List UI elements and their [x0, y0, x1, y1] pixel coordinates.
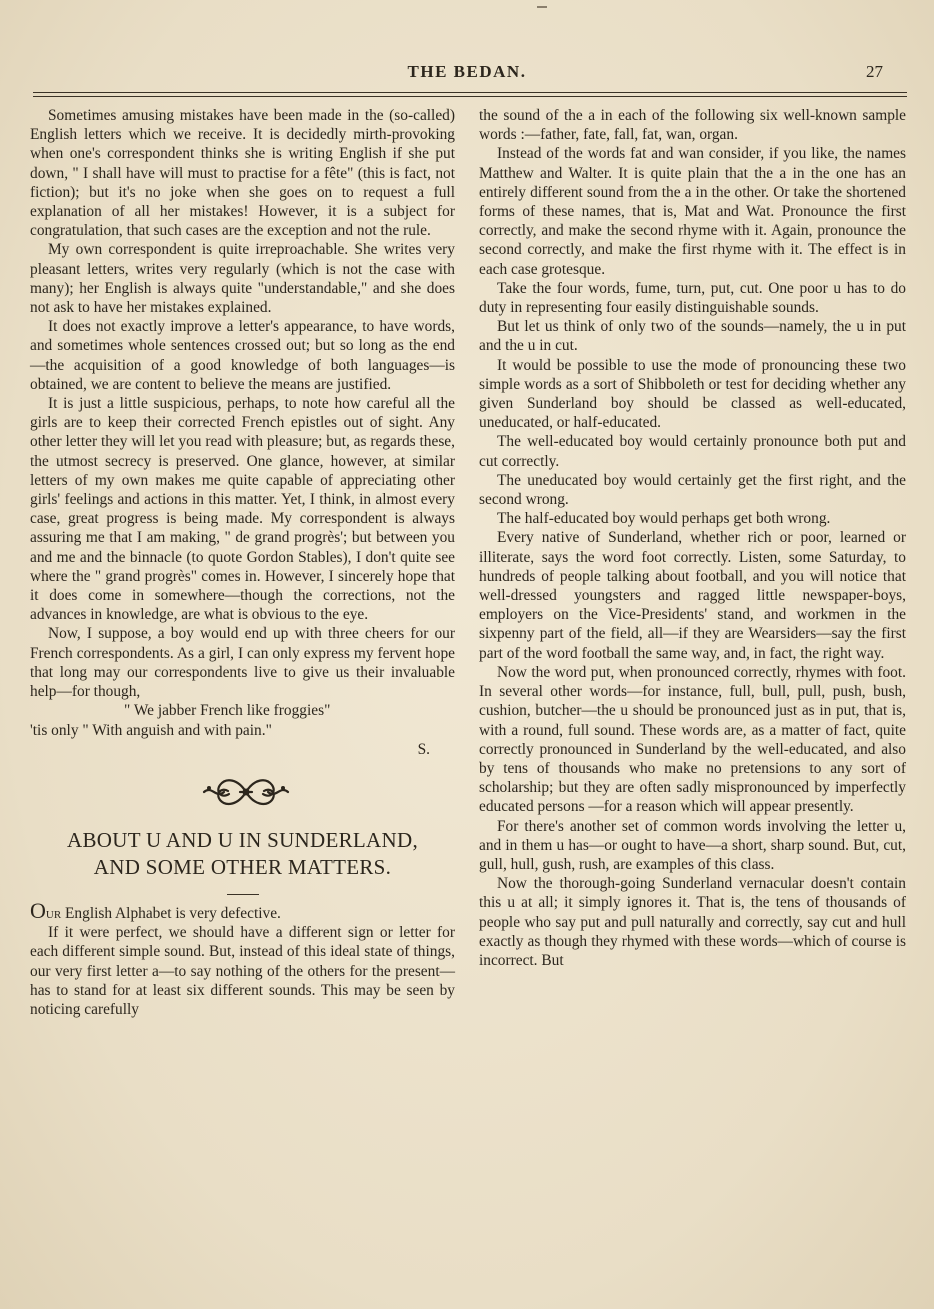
first-word: ur: [45, 904, 62, 922]
paragraph: Now the thorough-going Sunderland vernacular doesn't contain this u at all; it simply ignores it. That is, the tens of thousands of people who say put and pull naturally and correctly, say cut and hull exactly as though they rhymed with these words—which of course is incorrect. But: [479, 875, 906, 969]
drop-cap: O: [30, 897, 46, 923]
page-number: 27: [866, 62, 883, 81]
left-column: [30, 106, 455, 1019]
paragraph: Now the word put, when pronounced correctly, rhymes with foot. In several other words—for instance, full, bull, pull, push, bush, cushion, butcher—the u should be pronounced just as in put, that is, with a round, full sound. These words are, as a matter of fact, quite correctly pronounced in Sunderland by the well-educated, and also by tens of thousands who make no pretensions to any sort of scholarship; but they are often sadly mispronounced by imperfectly educated persons —for a reason which will appear presently.: [479, 663, 906, 816]
paragraph: Now, I suppose, a boy would end up with three cheers for our French correspondents. As a girl, I can only express my fervent hope that long may our correspondents live to give us their invaluable help—for though,: [30, 625, 455, 701]
paragraph: Sometimes amusing mistakes have been made in the (so-called) English letters which we receive. It is decidedly mirth-provoking when one's correspondent thinks she is writing English if she put down, " I shall have will must to practise for a fête" (this is fact, not fiction); but it's no joke when she goes on to request a full explanation of all her mistakes! However, it is a subject for congratulation, that such cases are the exception and not the rule.: [30, 107, 455, 240]
paragraph: For there's another set of common words involving the letter u, and in them u has—or ought to have—a short, sharp sound. But, cut, gull, hull, gush, rush, are examples of this class.: [479, 817, 906, 873]
article-heading-line: AND SOME OTHER MATTERS.: [93, 854, 392, 879]
article-opening: [30, 897, 455, 923]
paragraph: It does not exactly improve a letter's appearance, to have words, and sometimes whole sentences crossed out; but so long as the end—the acquisition of a good knowledge of both languages—is obtained, we are content to believe the means are justified.: [30, 318, 455, 393]
paragraph: The well-educated boy would certainly pronounce both put and cut correctly.: [479, 433, 906, 470]
right-column: [479, 106, 906, 970]
top-mark: [537, 6, 547, 8]
paragraph: Every native of Sunderland, whether rich or poor, learned or illiterate, says the word foot correctly. Listen, some Saturday, to hundreds of people talking about football, and you will notice that well-dressed youngsters and ragged little newspaper-boys, employers on the Vice-Presidents' stand, and workmen in the sixpenny part of the field, all—if they are Wearsiders—say the first part of the word football the same way, and, in fact, the right way.: [479, 529, 906, 662]
verse-line: 'tis only " With anguish and with pain.": [30, 721, 272, 739]
verse-line: " We jabber French like froggies": [124, 702, 331, 720]
article-heading: [30, 827, 455, 881]
paragraph: If it were perfect, we should have a different sign or letter for each different simple sound. But, instead of this ideal state of things, our very first letter a—to say nothing of the others for the present—has to stand for at least six different sounds. This may be seen by noticing carefully: [30, 924, 455, 1018]
opening-text: English Alphabet is very defective.: [65, 904, 281, 922]
paragraph: Take the four words, fume, turn, put, cut. One poor u has to do duty in representing four easily distinguishable sounds.: [479, 279, 906, 317]
paragraph: My own correspondent is quite irreproachable. She writes very pleasant letters, writes very regularly (which is not the case with many); her English is always quite "understandable," and she does not ask to have her mistakes explained.: [30, 241, 455, 317]
running-title: THE BEDAN.: [407, 62, 527, 81]
paragraph: But let us think of only two of the sounds—namely, the u in put and the u in cut.: [479, 318, 906, 355]
signature: S.: [417, 740, 430, 758]
paragraph: the sound of the a in each of the following six well-known sample words :—father, fate, fall, fat, wan, organ.: [479, 107, 906, 144]
paragraph: It is just a little suspicious, perhaps, to note how careful all the girls are to keep their corrected French epistles out of sight. Any other letter they will let you read with pleasure; but, as regards these, the utmost secrecy is preserved. One glance, however, at similar letters of my own makes me quite capable of appreciating other girls' feelings and actions in this matter. Yet, I think, in almost every case, great progress is being made. My correspondent is always assuring me that I am making, " de grand progrès'; but between you and me and the binnacle (to quote Gordon Stables), I don't quite see where the " grand progrès" comes in. However, I sincerely hope that it does come in somewhere—though the corrections, not the advances in knowledge, are what is obvious to the eye.: [30, 395, 455, 624]
article-heading-line: ABOUT U AND U IN SUNDERLAND,: [66, 827, 418, 852]
scroll-ornament-icon: [200, 771, 292, 813]
header-rule-top: [33, 92, 907, 93]
paragraph: The uneducated boy would certainly get the first right, and the second wrong.: [479, 471, 906, 509]
header-rule-bottom: [33, 96, 907, 97]
paragraph: Instead of the words fat and wan consider, if you like, the names Matthew and Walter. It is quite plain that the a in the one has an entirely different sound from the a in the other. Or take the shortened forms of these names, that is, Mat and Wat. Pronounce the first correctly, and make the second rhyme with it. Again, pronounce the second correctly, and make the first rhyme with it. The effect is in each case grotesque.: [479, 145, 906, 278]
paragraph: The half-educated boy would perhaps get both wrong.: [497, 510, 831, 528]
paragraph: It would be possible to use the mode of pronouncing these two simple words as a sort of Shibboleth or test for deciding whether any given Sunderland boy should be classed as well-educated, uneducated, or half-educated.: [479, 356, 906, 432]
heading-rule: [227, 894, 259, 895]
